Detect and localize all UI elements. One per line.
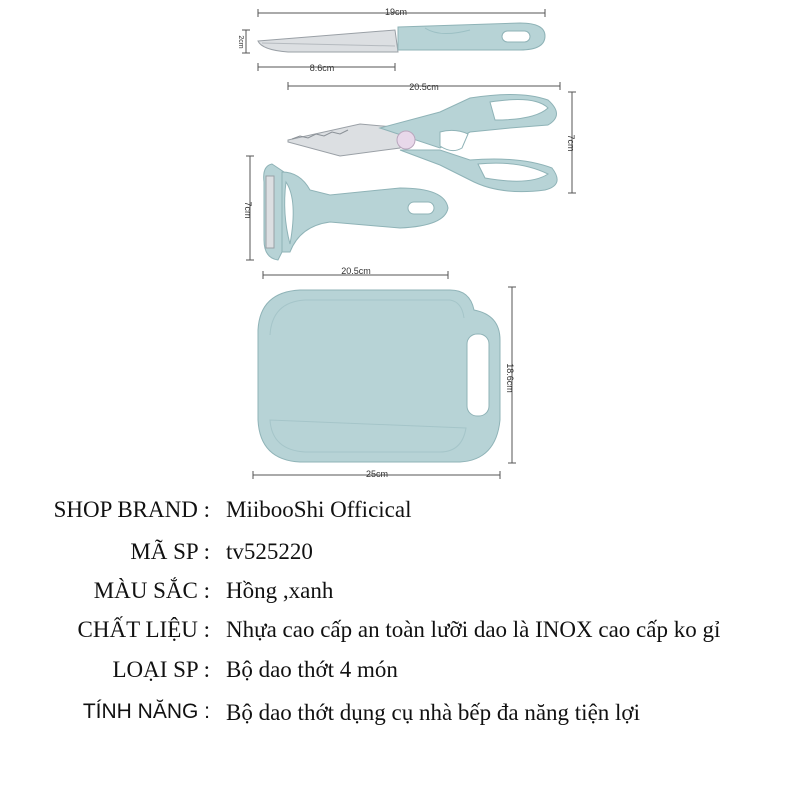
scissors-height-label: 7cm [566,134,576,152]
knife-height-label: 2cm [237,35,244,49]
spec-row-material [0,617,800,647]
spec-label: MÀU SẮC : [93,578,210,603]
scissors-length-label: 20.5cm [409,82,439,92]
board-height-label: 18.6cm [505,363,515,393]
spec-label: CHẤT LIỆU : [77,617,210,642]
knife-blade-label: 8.6cm [309,63,335,73]
board-width-label: 25cm [365,469,389,479]
peeler [264,164,448,260]
spec-label: LOẠI SP : [112,657,210,682]
knife [258,23,545,52]
spec-row-brand [0,497,800,527]
spec-value: Nhựa cao cấp an toàn lưỡi dao là INOX cao cấp ko gỉ [226,617,721,642]
knife-length-label: 19cm [384,7,408,17]
spec-value: MiibooShi Officical [226,497,412,522]
spec-value: Bộ dao thớt 4 món [226,657,398,682]
cutting-board [258,290,500,462]
spec-label: SHOP BRAND : [53,497,210,522]
scissors [288,94,557,191]
spec-value: Bộ dao thớt dụng cụ nhà bếp đa năng tiện lợi [226,700,640,725]
spec-label: MÃ SP : [130,539,210,564]
spec-value: tv525220 [226,539,313,564]
spec-label: TÍNH NĂNG : [82,700,210,723]
spec-row-type [0,657,800,687]
peeler-length-label: 20.5cm [341,266,371,276]
spec-row-color [0,578,800,608]
peeler-height-label: 7cm [243,201,253,219]
spec-row-feature [0,700,800,730]
spec-value: Hồng ,xanh [226,578,334,603]
spec-row-sku [0,539,800,569]
